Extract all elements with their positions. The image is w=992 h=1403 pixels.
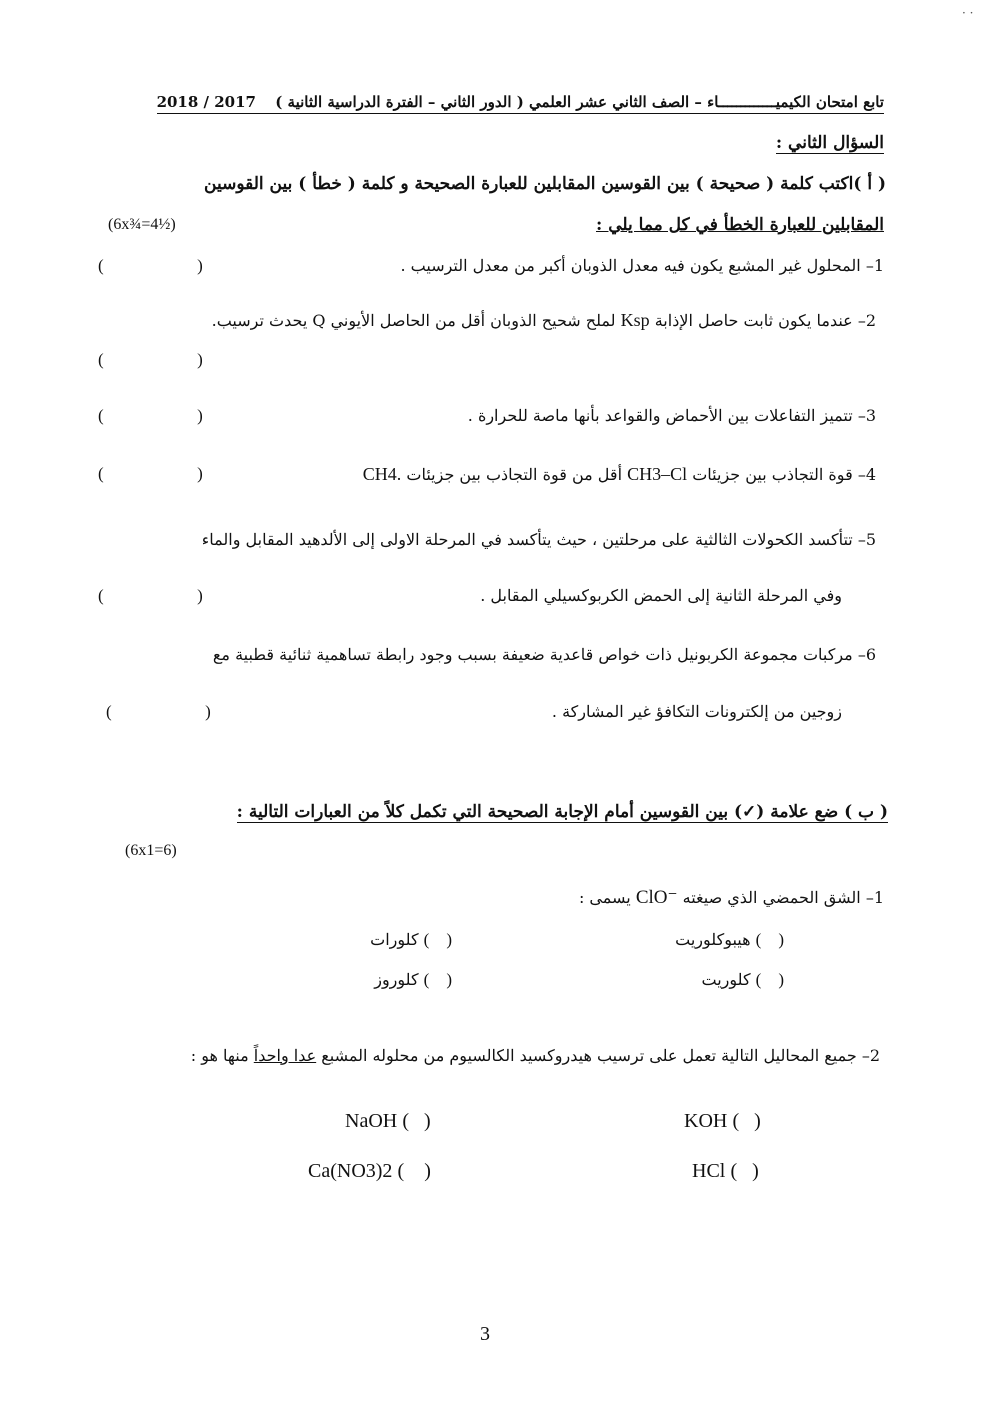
item-3-statement: تتميز التفاعلات بين الأحماض والقواعد بأنها ماصة للحرارة . (467, 406, 853, 425)
item-5-statement-line1: تتأكسد الكحولات الثالثية على مرحلتين ، حيث يتأكسد في المرحلة الاولى إلى الألدهيد المقابل والماء (201, 530, 853, 549)
b2-option-2[interactable] (345, 1110, 431, 1133)
b1-option-3-label: كلوريت (701, 970, 751, 989)
item-1-statement: المحلول غير المشبع يكون فيه معدل الذوبان أكبر من معدل الترسيب . (400, 256, 861, 275)
b1-option-3-box[interactable]: ( ) (755, 970, 784, 989)
item-5-number: 5– (857, 530, 876, 549)
b2-underlined: عدا واحداً (253, 1046, 317, 1065)
section-b-instruction: ( ب ) ضع علامة (✓) بين القوسين أمام الإجابة الصحيحة التي تكمل كلاً من العبارات التالية : (236, 802, 888, 822)
b1-question (579, 886, 884, 909)
item-4-number: 4– (857, 465, 876, 484)
item-6-statement-line1: مركبات مجموعة الكربونيل ذات خواص قاعدية ضعيفة بسبب وجود رابطة تساهمية ثنائية قطبية مع (212, 645, 853, 664)
item-2-number: 2– (857, 311, 876, 330)
question-title: السؤال الثاني : (775, 133, 884, 153)
b1-option-4[interactable] (374, 970, 452, 990)
section-b-score: (6x1=6) (125, 842, 177, 859)
b1-option-1-label: هيبوكلوريت (675, 930, 751, 949)
item-1-answer-box[interactable]: ( ) (98, 256, 203, 275)
section-a-score: (6x¾=4½) (108, 216, 176, 233)
b2-text-before: جميع المحاليل التالية تعمل على ترسيب هيدروكسيد الكالسيوم من محلوله المشبع (321, 1046, 857, 1065)
item-5-line1 (202, 530, 876, 549)
item-4-ch3cl: CH3–Cl (627, 464, 688, 484)
item-6-line2: زوجين من إلكترونات التكافؤ غير المشاركة . (551, 702, 842, 721)
item-2-ksp: Ksp (620, 310, 650, 330)
b1-number: 1– (865, 888, 884, 907)
item-4-answer-box[interactable]: ( ) (98, 464, 203, 483)
b1-text-after: يسمى : (578, 888, 631, 907)
item-5-answer-box[interactable]: ( ) (98, 586, 203, 605)
item-2-text (212, 310, 876, 331)
b2-option-2-box[interactable]: ( ) (402, 1110, 431, 1132)
item-3-number: 3– (857, 406, 876, 425)
item-2-text-after: لملح شحيح الذوبان أقل من الحاصل الأيوني Q يحدث ترسيب. (211, 311, 616, 330)
b1-formula: ClO⁻ (635, 887, 678, 908)
b2-question (191, 1046, 880, 1065)
section-a-instruction-line1: ( أ )اكتب كلمة ( صحيحة ) بين القوسين المقابلين للعبارة الصحيحة و كلمة ( خطأ ) بين القوسين (204, 174, 886, 194)
item-6-answer-box[interactable]: ( ) (106, 702, 211, 721)
corner-mark: · · (962, 6, 974, 20)
item-1-text (400, 256, 884, 275)
b2-option-4[interactable] (308, 1160, 431, 1183)
b1-option-2[interactable] (370, 930, 452, 950)
b1-option-1-box[interactable]: ( ) (755, 930, 784, 949)
item-1-number: 1– (865, 256, 884, 275)
section-a-instruction-text: المقابلين للعبارة الخطأ في كل مما يلي : (596, 215, 884, 235)
item-2-text-before: عندما يكون ثابت حاصل الإذابة (654, 311, 853, 330)
page-number: 3 (480, 1323, 490, 1345)
b2-option-4-label: Ca(NO3)2 (308, 1160, 393, 1182)
item-3-text (468, 406, 876, 425)
item-4-text-before: قوة التجاذب بين جزيئات (692, 465, 853, 484)
exam-header-year: 2018 / 2017 (156, 93, 256, 111)
b1-option-2-box[interactable]: ( ) (423, 930, 452, 949)
exam-header (157, 93, 884, 114)
b2-option-4-box[interactable]: ( ) (397, 1160, 431, 1182)
b1-text: الشق الحمضي الذي صيغته (682, 888, 861, 907)
item-4-ch4: CH4. (362, 464, 402, 484)
b2-option-1-box[interactable]: ( ) (732, 1110, 761, 1132)
exam-header-title: تابع امتحان الكيميـــــــــــــاء – الصف الثاني عشر العلمي ( الدور الثاني – الفترة الدراسية الثانية ) (275, 93, 884, 111)
b2-option-3-box[interactable]: ( ) (730, 1160, 759, 1182)
item-2-answer-box[interactable]: ( ) (98, 350, 203, 369)
b2-option-3-label: HCl (692, 1160, 726, 1182)
item-6-number: 6– (857, 645, 876, 664)
item-3-answer-box[interactable]: ( ) (98, 406, 203, 425)
b1-option-4-box[interactable]: ( ) (423, 970, 452, 989)
b1-option-2-label: كلورات (370, 930, 419, 949)
b2-option-2-label: NaOH (345, 1110, 398, 1132)
item-4-text-middle: أقل من قوة التجاذب بين جزيئات (406, 465, 623, 484)
b1-option-3[interactable] (702, 970, 785, 990)
section-a-instruction-line2 (596, 215, 884, 235)
b2-option-1[interactable] (684, 1110, 761, 1133)
b2-option-3[interactable] (692, 1160, 759, 1183)
b1-option-4-label: كلوروز (374, 970, 419, 989)
item-4-text (363, 464, 876, 485)
item-5-line2: وفي المرحلة الثانية إلى الحمض الكربوكسيلي المقابل . (480, 586, 842, 605)
b2-number: 2– (861, 1046, 880, 1065)
b2-option-1-label: KOH (684, 1110, 728, 1132)
b1-option-1[interactable] (675, 930, 784, 950)
item-6-line1 (213, 645, 876, 664)
b2-text-after: منها هو : (190, 1046, 249, 1065)
